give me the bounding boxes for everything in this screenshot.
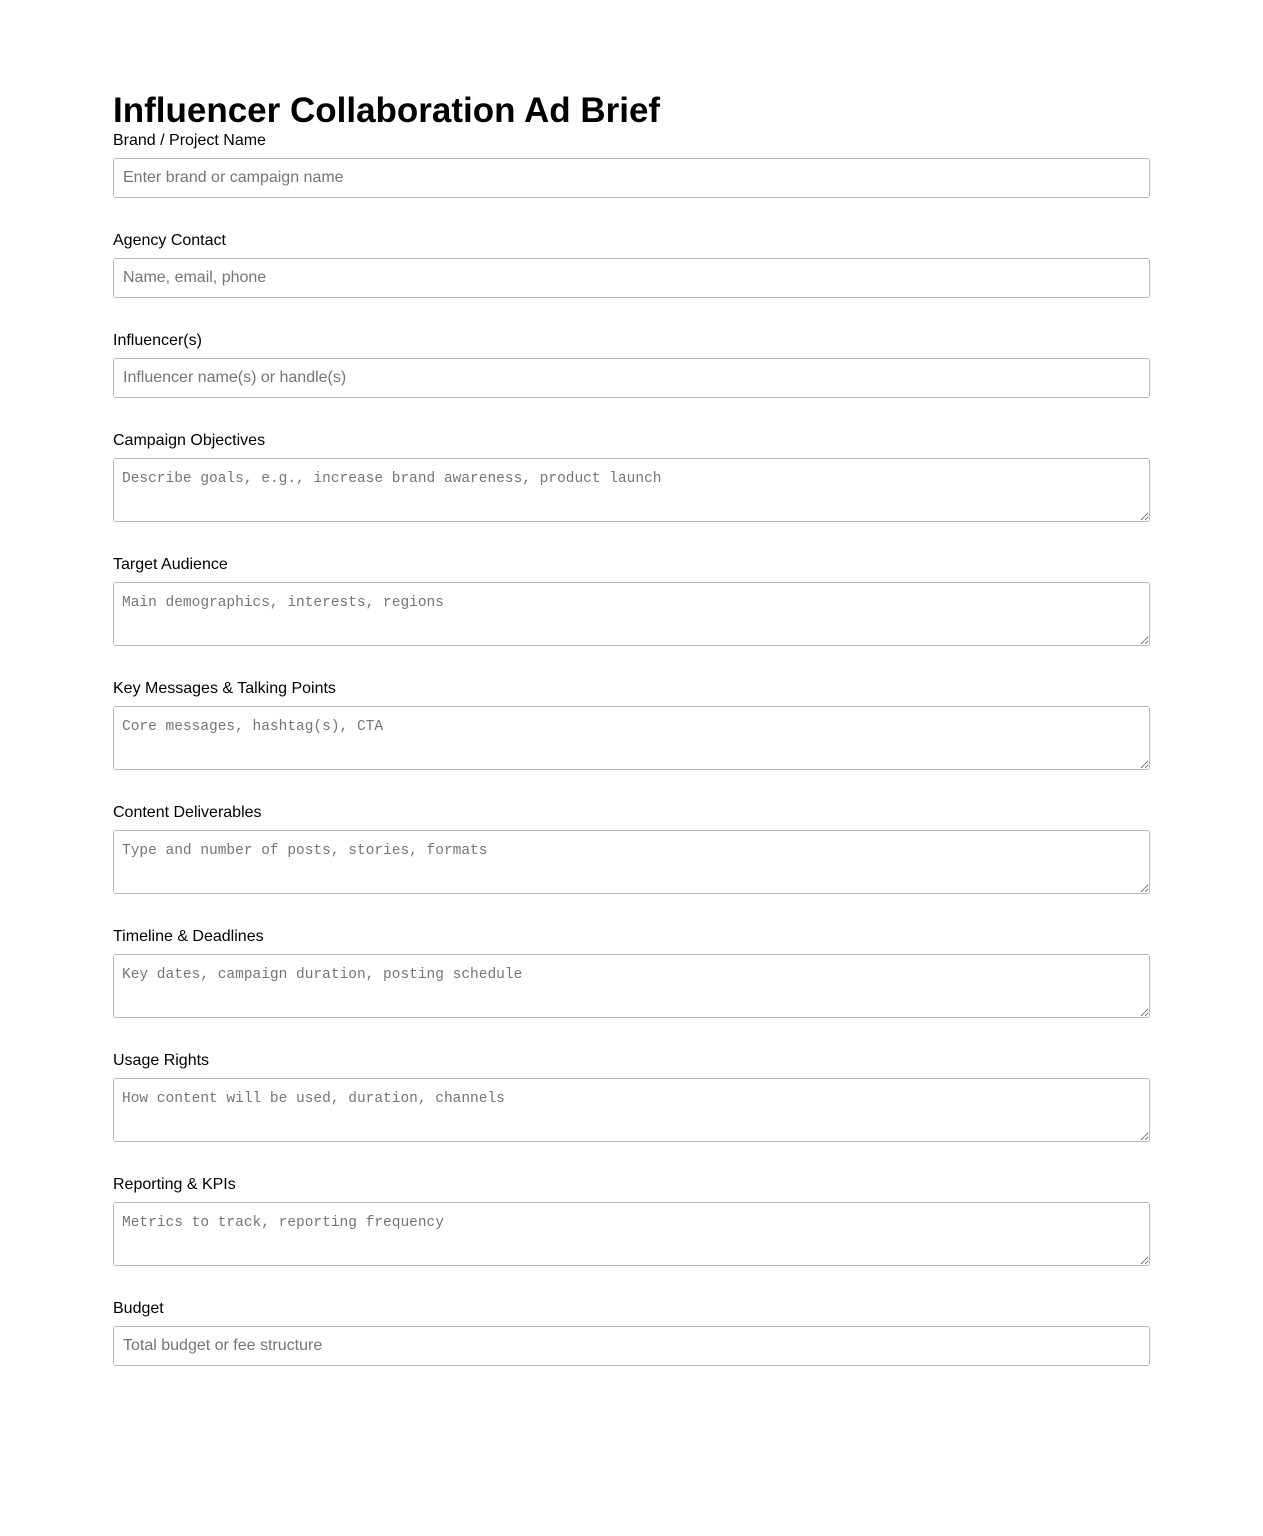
brand-label: Brand / Project Name bbox=[113, 132, 266, 149]
influencers-label: Influencer(s) bbox=[113, 332, 202, 349]
deliverables-label: Content Deliverables bbox=[113, 804, 262, 821]
key-messages-label: Key Messages & Talking Points bbox=[113, 680, 336, 697]
key-messages-textarea[interactable] bbox=[113, 706, 1150, 770]
reporting-textarea[interactable] bbox=[113, 1202, 1150, 1266]
key-messages-field-group bbox=[113, 680, 1150, 770]
budget-field-group bbox=[113, 1300, 1150, 1366]
agency-contact-label: Agency Contact bbox=[113, 232, 226, 249]
agency-contact-field-group bbox=[113, 232, 1150, 298]
audience-label: Target Audience bbox=[113, 556, 228, 573]
objectives-field-group bbox=[113, 432, 1150, 522]
reporting-label: Reporting & KPIs bbox=[113, 1176, 236, 1193]
agency-contact-input[interactable] bbox=[113, 258, 1150, 298]
audience-field-group bbox=[113, 556, 1150, 646]
timeline-textarea[interactable] bbox=[113, 954, 1150, 1018]
brand-input[interactable] bbox=[113, 158, 1150, 198]
reporting-field-group bbox=[113, 1176, 1150, 1266]
influencers-field-group bbox=[113, 332, 1150, 398]
objectives-label: Campaign Objectives bbox=[113, 432, 266, 449]
usage-rights-textarea[interactable] bbox=[113, 1078, 1150, 1142]
budget-label: Budget bbox=[113, 1300, 164, 1317]
deliverables-textarea[interactable] bbox=[113, 830, 1150, 894]
influencers-input[interactable] bbox=[113, 358, 1150, 398]
timeline-label: Timeline & Deadlines bbox=[113, 928, 264, 945]
usage-rights-field-group bbox=[113, 1052, 1150, 1142]
budget-input[interactable] bbox=[113, 1326, 1150, 1366]
page-title: Influencer Collaboration Ad Brief bbox=[113, 91, 661, 130]
ad-brief-form bbox=[113, 90, 1150, 1366]
objectives-textarea[interactable] bbox=[113, 458, 1150, 522]
usage-rights-label: Usage Rights bbox=[113, 1052, 210, 1069]
audience-textarea[interactable] bbox=[113, 582, 1150, 646]
timeline-field-group bbox=[113, 928, 1150, 1018]
brand-field-group bbox=[113, 132, 1150, 198]
deliverables-field-group bbox=[113, 804, 1150, 894]
